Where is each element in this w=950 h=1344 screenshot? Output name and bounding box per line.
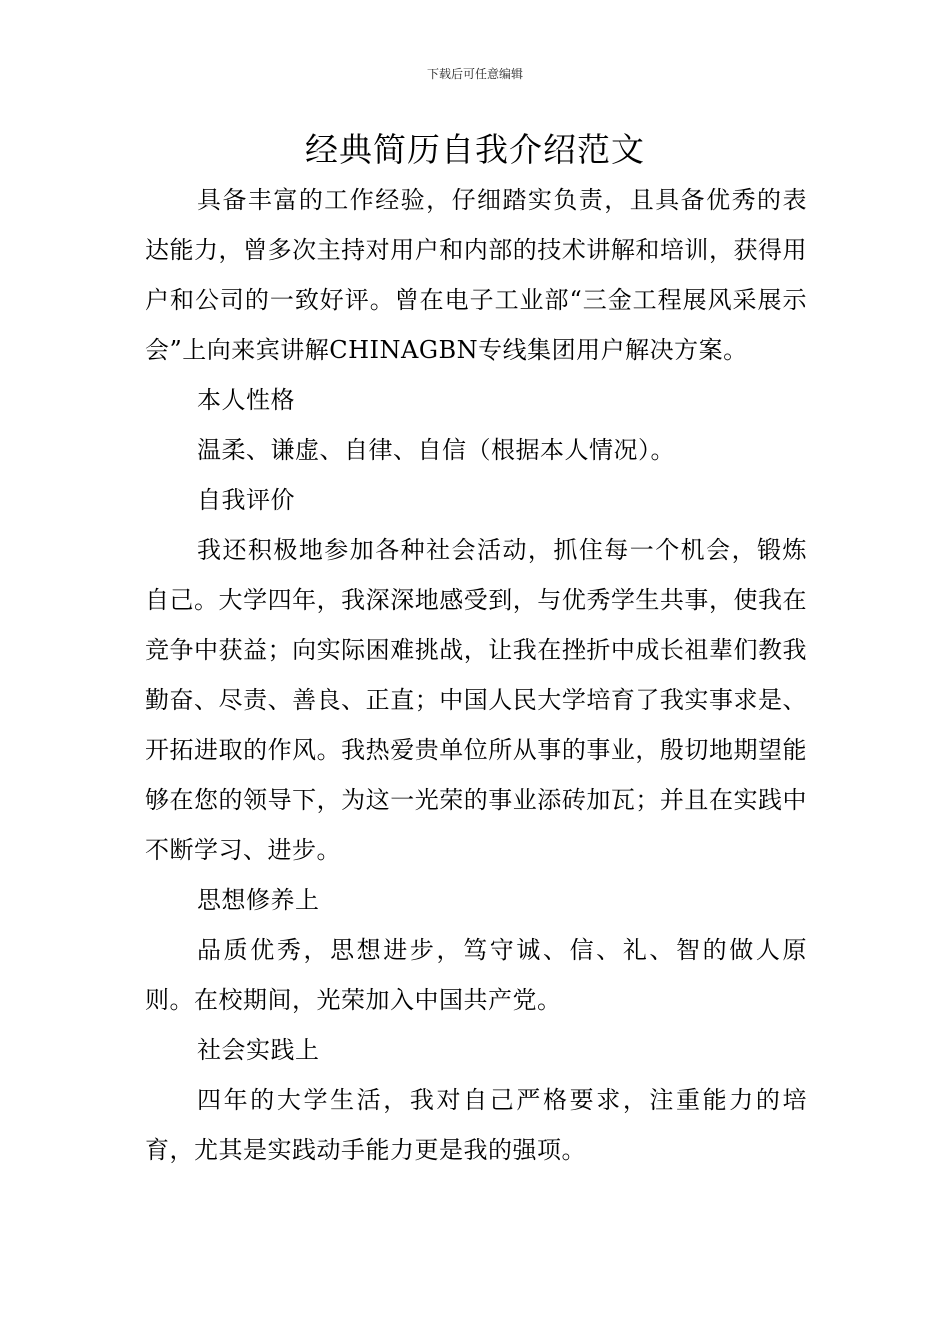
paragraph-ideology: 品质优秀，思想进步，笃守诚、信、礼、智的做人原则。在校期间，光荣加入中国共产党。 bbox=[145, 936, 807, 1014]
paragraph-self-evaluation: 我还积极地参加各种社会活动，抓住每一个机会，锻炼自己。大学四年，我深深地感受到，与优秀学生共事，使我在竞争中获益；向实际困难挑战，让我在挫折中成长祖辈们教我勤奋、尽责、善良、正直；中国人民大学培育了我实事求是、开拓进取的作风。我热爱贵单位所从事的事业，殷切地期望能够在您的领导下，为这一光荣的事业添砖加瓦；并且在实践中不断学习、进步。 bbox=[145, 536, 807, 864]
document-body bbox=[145, 175, 807, 1175]
section-heading-personality: 本人性格 bbox=[197, 386, 295, 414]
header-note: 下载后可任意编辑 bbox=[426, 67, 523, 81]
paragraph-experience: 具备丰富的工作经验，仔细踏实负责，且具备优秀的表达能力，曾多次主持对用户和内部的技术讲解和培训，获得用户和公司的一致好评。曾在电子工业部“三金工程展风采展示会”上向来宾讲解CHINAGBN专线集团用户解决方案。 bbox=[145, 186, 807, 364]
section-heading-self-evaluation: 自我评价 bbox=[197, 486, 295, 514]
personality-traits: 温柔、谦虚、自律、自信（根据本人情况）。 bbox=[197, 436, 675, 464]
document-title: 经典简历自我介绍范文 bbox=[305, 130, 645, 169]
paragraph-social-practice: 四年的大学生活，我对自己严格要求，注重能力的培育，尤其是实践动手能力更是我的强项。 bbox=[145, 1086, 807, 1164]
section-heading-social-practice: 社会实践上 bbox=[197, 1036, 320, 1064]
section-heading-ideology: 思想修养上 bbox=[197, 886, 320, 914]
